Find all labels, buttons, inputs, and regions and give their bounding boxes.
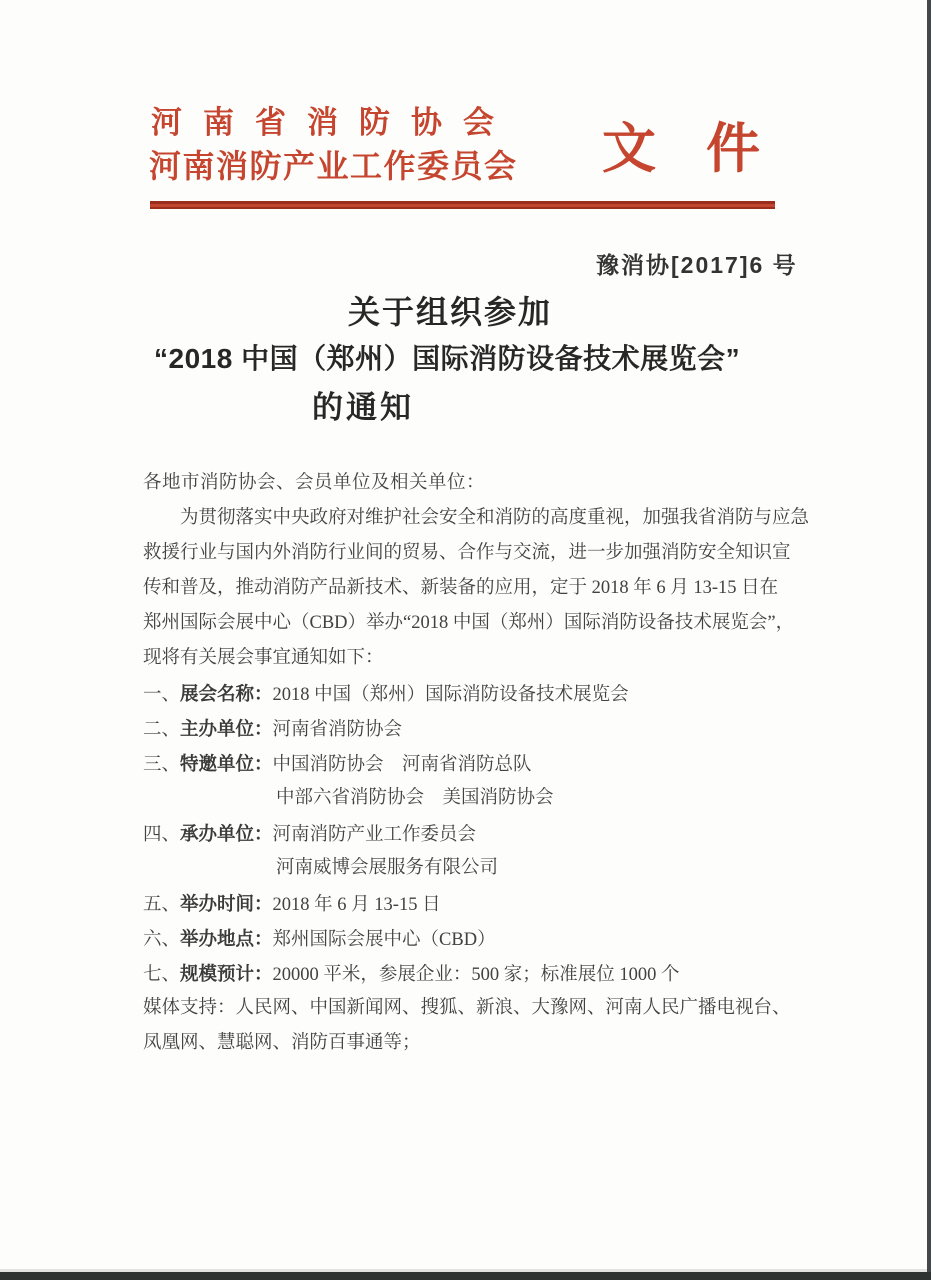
- document-title-line3: 的通知: [312, 390, 414, 425]
- document-title-line2: “2018 中国（郑州）国际消防设备技术展览会”: [154, 343, 741, 374]
- document-title-line1: 关于组织参加: [348, 294, 553, 330]
- list-item-scale: [143, 956, 813, 991]
- list-item-continuation: 中部六省消防协会 美国消防协会: [276, 788, 554, 808]
- list-item-host-org: [143, 711, 813, 746]
- list-item-invited-orgs: [143, 746, 813, 781]
- letterhead-org-line1: 河南省消防协会: [151, 105, 515, 140]
- list-item-exhibition-name: [143, 676, 813, 711]
- item-number: 六、: [143, 930, 181, 950]
- item-label: 规模预计：: [180, 963, 273, 984]
- paragraph-line: 郑州国际会展中心（CBD）举办“2018 中国（郑州）国际消防设备技术展览会”，: [143, 613, 795, 633]
- item-number: 一、: [143, 685, 181, 705]
- item-value: 河南消防产业工作委员会: [272, 825, 477, 845]
- item-value: 2018 年 6 月 13-15 日: [272, 895, 441, 915]
- media-support-line2: 凤凰网、慧聪网、消防百事通等；: [143, 1033, 421, 1053]
- letterhead-separator-line: [150, 201, 775, 209]
- list-item-date: [143, 886, 813, 921]
- media-support-label: 媒体支持：: [143, 998, 236, 1018]
- item-value: 河南省消防协会: [272, 720, 403, 740]
- item-value: 郑州国际会展中心（CBD）: [272, 930, 496, 950]
- media-support-value: 人民网、中国新闻网、搜狐、新浪、大豫网、河南人民广播电视台、: [235, 998, 791, 1018]
- item-label: 承办单位：: [180, 823, 273, 844]
- scan-edge-right: [927, 0, 931, 1280]
- list-item-organizers: [143, 816, 813, 851]
- item-number: 四、: [143, 825, 181, 845]
- item-number: 二、: [143, 720, 181, 740]
- item-value: 中国消防协会 河南省消防总队: [272, 755, 532, 775]
- paragraph-line: 传和普及，推动消防产品新技术、新装备的应用，定于 2018 年 6 月 13-15 日在: [143, 578, 779, 598]
- scan-edge-bottom: [0, 1272, 931, 1280]
- item-label: 展会名称：: [180, 683, 273, 704]
- letterhead-doc-mark: 文件: [602, 119, 810, 179]
- letterhead-org-line2: 河南消防产业工作委员会: [149, 148, 518, 184]
- media-support-line: [143, 991, 813, 1026]
- item-label: 举办时间：: [180, 893, 273, 914]
- paragraph-line: 现将有关展会事宜通知如下：: [143, 648, 384, 668]
- list-item-continuation: 河南威博会展服务有限公司: [276, 858, 499, 878]
- salutation-line: 各地市消防协会、会员单位及相关单位：: [143, 473, 486, 493]
- paragraph-line: 为贯彻落实中央政府对维护社会安全和消防的高度重视，加强我省消防与应急: [180, 508, 810, 528]
- document-number: 豫消协[2017]6 号: [596, 252, 798, 278]
- item-label: 举办地点：: [180, 928, 273, 949]
- list-item-venue: [143, 921, 813, 956]
- item-number: 七、: [143, 965, 181, 985]
- item-label: 主办单位：: [180, 718, 273, 739]
- item-number: 三、: [143, 755, 181, 775]
- item-number: 五、: [143, 895, 181, 915]
- document-body: [143, 466, 813, 1061]
- item-label: 特邀单位：: [180, 753, 273, 774]
- item-value: 2018 中国（郑州）国际消防设备技术展览会: [272, 685, 629, 705]
- paragraph-line: 救援行业与国内外消防行业间的贸易、合作与交流，进一步加强消防安全知识宣: [143, 543, 791, 563]
- item-value: 20000 平米，参展企业：500 家；标准展位 1000 个: [272, 965, 680, 985]
